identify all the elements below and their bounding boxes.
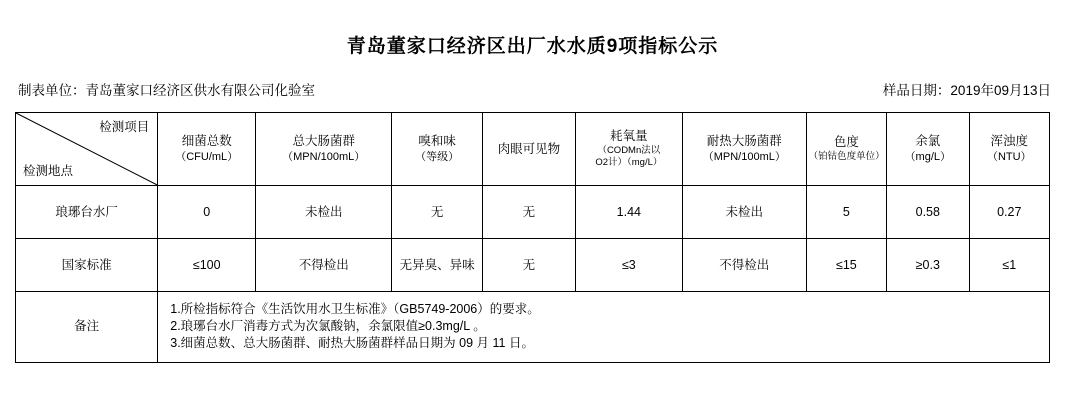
column-header-unit: （等级）	[415, 151, 460, 164]
cell-value: 0.58	[887, 186, 969, 239]
cell-value: 5	[806, 186, 886, 239]
document-meta	[0, 58, 1065, 99]
meta-issuer: 制表单位：青岛董家口经济区供水有限公司化验室	[18, 83, 315, 98]
column-header-unit: （CFU/mL）	[175, 151, 239, 164]
cell-value: 0.27	[969, 186, 1049, 239]
row-label: 国家标准	[16, 239, 158, 292]
column-header-name: 余氯	[915, 134, 941, 149]
column-header-residual-chlorine	[887, 113, 969, 186]
cell-value: 未检出	[256, 186, 392, 239]
page-title: 青岛董家口经济区出厂水水质9项指标公示	[346, 36, 719, 57]
column-header-name: 细菌总数	[181, 134, 232, 149]
cell-value: 无	[482, 239, 575, 292]
column-header-bacteria-count	[158, 113, 256, 186]
column-header-unit-2: O2计）（mg/L）	[595, 157, 663, 169]
column-header-name: 耗氧量	[610, 128, 648, 143]
cell-value: ≤15	[806, 239, 886, 292]
cell-value: ≤1	[969, 239, 1049, 292]
cell-value: 无	[392, 186, 483, 239]
notes-row	[16, 292, 1050, 363]
cell-value: 1.44	[575, 186, 682, 239]
corner-header-cell	[16, 113, 158, 186]
column-header-name: 浑浊度	[990, 134, 1029, 149]
column-header-unit: （MPN/100mL）	[702, 151, 786, 164]
corner-top-label: 检测项目	[99, 120, 150, 134]
column-header-unit: （铂钴色度单位）	[808, 151, 885, 163]
column-header-unit: （mg/L）	[904, 151, 952, 164]
notes-line: 3.细菌总数、总大肠菌群、耐热大肠菌群样品日期为 09 月 11 日。	[170, 335, 534, 350]
column-header-chromaticity	[806, 113, 886, 186]
column-header-unit: （CODMn法以	[597, 144, 661, 156]
column-header-name: 嗅和味	[418, 134, 456, 149]
notes-line: 1.所检指标符合《生活饮用水卫生标准》（GB5749-2006）的要求。	[170, 302, 540, 316]
cell-value: 0	[158, 186, 256, 239]
column-header-visible-matter	[482, 113, 575, 186]
cell-value: 不得检出	[682, 239, 806, 292]
cell-value: 未检出	[682, 186, 806, 239]
cell-value: 无异臭、异味	[392, 239, 483, 292]
cell-value: ≤3	[575, 239, 682, 292]
cell-value: ≤100	[158, 239, 256, 292]
meta-sample-date: 样品日期：2019年09月13日	[882, 83, 1051, 98]
column-header-name: 肉眼可见物	[497, 141, 561, 156]
column-header-name: 总大肠菌群	[292, 134, 355, 149]
column-header-oxygen-consumption	[575, 113, 682, 186]
cell-value: 不得检出	[256, 239, 392, 292]
column-header-unit: （MPN/100mL）	[282, 151, 366, 164]
column-header-name: 耐热大肠菌群	[706, 134, 782, 149]
water-quality-table	[15, 112, 1050, 363]
column-header-unit: （NTU）	[986, 151, 1032, 164]
column-header-total-coliform	[256, 113, 392, 186]
cell-value: ≥0.3	[887, 239, 969, 292]
table-header-row	[16, 113, 1050, 186]
column-header-name: 色度	[833, 135, 859, 150]
notes-content	[158, 292, 1050, 363]
row-label: 琅琊台水厂	[16, 186, 158, 239]
table-row	[16, 186, 1050, 239]
table-row	[16, 239, 1050, 292]
notes-line: 2.琅琊台水厂消毒方式为次氯酸钠，余氯限值≥0.3mg/L 。	[170, 318, 486, 333]
column-header-turbidity	[969, 113, 1049, 186]
cell-value: 无	[482, 186, 575, 239]
column-header-odor-taste	[392, 113, 483, 186]
corner-bottom-label: 检测地点	[23, 164, 74, 179]
column-header-thermotolerant-coliform	[682, 113, 806, 186]
notes-label: 备注	[16, 292, 158, 363]
